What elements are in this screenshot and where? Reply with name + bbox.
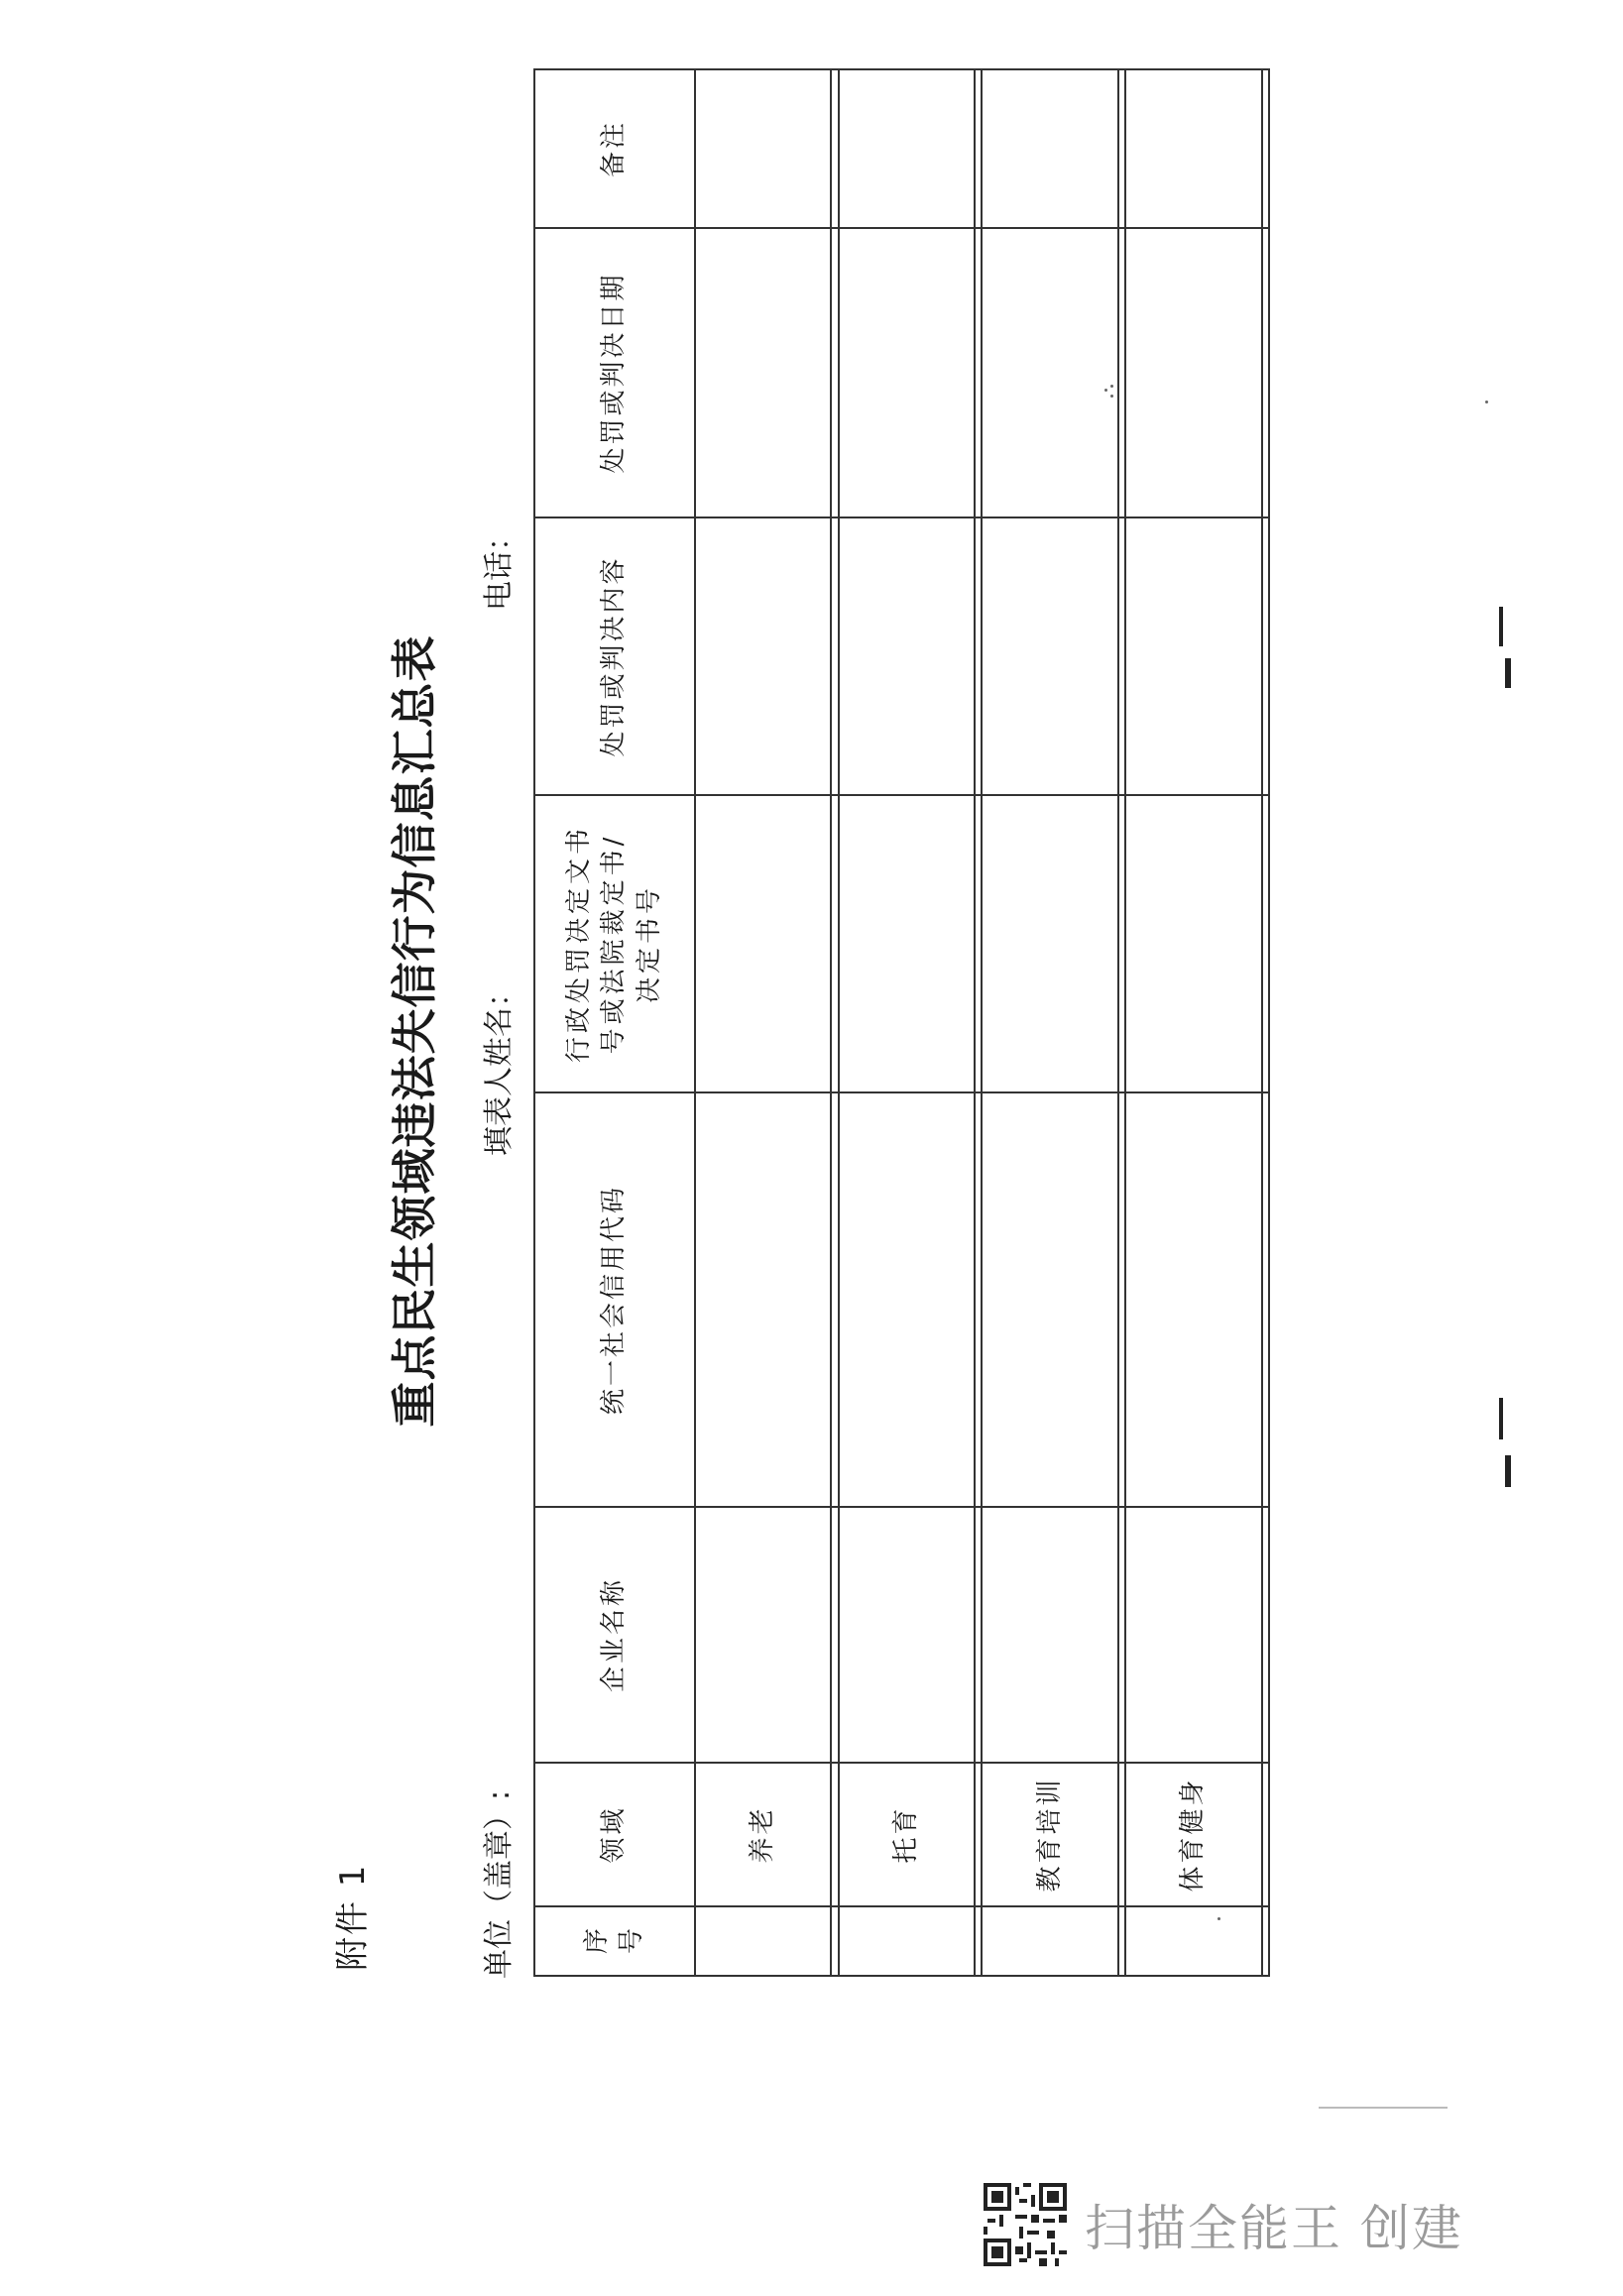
cell-penalty-date[interactable] [982,228,1117,517]
table-row [695,69,831,1976]
header-domain: 领域 [534,1763,695,1906]
cell-domain [1118,1763,1125,1906]
cell-document-number[interactable] [1262,795,1269,1092]
cell-credit-code[interactable] [1125,1092,1261,1507]
qr-code-icon [984,2183,1067,2266]
scanner-watermark [984,2183,1463,2266]
scan-mark [1505,658,1511,688]
cell-document-number[interactable] [1125,795,1261,1092]
scan-dot [1485,401,1488,403]
scan-dot [1110,385,1113,388]
cell-domain [975,1763,982,1906]
table-row [975,69,982,1976]
filler-name-field-label: 填表人姓名： [482,977,517,1156]
cell-penalty-content[interactable] [1125,517,1261,795]
cell-seq[interactable] [839,1906,975,1976]
scan-mark [1505,1455,1511,1487]
cell-document-number[interactable] [982,795,1117,1092]
cell-credit-code[interactable] [695,1092,831,1507]
scan-dot [1217,1917,1220,1920]
unit-field-label: 单位（盖章）: [482,1789,517,1979]
table-row [1125,69,1261,1976]
cell-penalty-content[interactable] [831,517,838,795]
cell-penalty-content[interactable] [1118,517,1125,795]
cell-domain: 养老 [695,1763,831,1906]
cell-remarks[interactable] [695,69,831,228]
scan-mark [1499,1398,1503,1439]
cell-document-number[interactable] [975,795,982,1092]
cell-domain: 托育 [839,1763,975,1906]
cell-credit-code[interactable] [975,1092,982,1507]
cell-credit-code[interactable] [982,1092,1117,1507]
cell-seq[interactable] [1118,1906,1125,1976]
scan-dot [1110,395,1113,398]
header-document-number: 行政处罚决定文书号或法院裁定书/决定书号 [534,795,695,1092]
cell-penalty-date[interactable] [839,228,975,517]
watermark-text: 扫描全能王 创建 [1085,2200,1463,2257]
cell-penalty-date[interactable] [1118,228,1125,517]
cell-penalty-content[interactable] [1262,517,1269,795]
header-penalty-date: 处罚或判决日期 [534,228,695,517]
cell-penalty-content[interactable] [975,517,982,795]
annex-label: 附件 1 [333,1863,373,1971]
cell-remarks[interactable] [839,69,975,228]
cell-remarks[interactable] [1262,69,1269,228]
cell-document-number[interactable] [695,795,831,1092]
table-row [1262,69,1269,1976]
table-header-row [534,69,695,1976]
cell-penalty-date[interactable] [695,228,831,517]
cell-penalty-date[interactable] [975,228,982,517]
cell-remarks[interactable] [1125,69,1261,228]
cell-seq[interactable] [1125,1906,1261,1976]
cell-credit-code[interactable] [831,1092,838,1507]
cell-company[interactable] [1125,1507,1261,1763]
cell-domain: 教育培训 [982,1763,1117,1906]
cell-document-number[interactable] [839,795,975,1092]
cell-seq[interactable] [695,1906,831,1976]
cell-company[interactable] [1118,1507,1125,1763]
scan-dot [1104,389,1107,392]
cell-credit-code[interactable] [839,1092,975,1507]
table-row [982,69,1117,1976]
cell-remarks[interactable] [1118,69,1125,228]
cell-seq[interactable] [975,1906,982,1976]
cell-seq[interactable] [1262,1906,1269,1976]
cell-domain [831,1763,838,1906]
cell-domain [1262,1763,1269,1906]
scan-mark [1499,607,1503,646]
phone-field-label: 电话： [482,521,517,611]
cell-seq[interactable] [831,1906,838,1976]
table-row [831,69,838,1976]
cell-remarks[interactable] [982,69,1117,228]
cell-domain: 体育健身 [1125,1763,1261,1906]
cell-penalty-content[interactable] [982,517,1117,795]
cell-penalty-date[interactable] [1125,228,1261,517]
table-row [839,69,975,1976]
cell-document-number[interactable] [831,795,838,1092]
cell-penalty-content[interactable] [695,517,831,795]
cell-remarks[interactable] [831,69,838,228]
scan-line [1319,2107,1448,2109]
cell-seq[interactable] [982,1906,1117,1976]
cell-company[interactable] [1262,1507,1269,1763]
cell-company[interactable] [695,1507,831,1763]
cell-penalty-date[interactable] [831,228,838,517]
cell-document-number[interactable] [1118,795,1125,1092]
header-remarks: 备注 [534,69,695,228]
cell-credit-code[interactable] [1118,1092,1125,1507]
cell-credit-code[interactable] [1262,1092,1269,1507]
header-credit-code: 统一社会信用代码 [534,1092,695,1507]
header-penalty-content: 处罚或判决内容 [534,517,695,795]
summary-table [533,68,1270,1977]
page-title: 重点民生领域违法失信行为信息汇总表 [388,634,441,1428]
cell-remarks[interactable] [975,69,982,228]
header-company-name: 企业名称 [534,1507,695,1763]
cell-company[interactable] [839,1507,975,1763]
cell-company[interactable] [982,1507,1117,1763]
cell-penalty-date[interactable] [1262,228,1269,517]
cell-company[interactable] [975,1507,982,1763]
cell-penalty-content[interactable] [839,517,975,795]
table-row [1118,69,1125,1976]
header-seq: 序号 [534,1906,695,1976]
cell-company[interactable] [831,1507,838,1763]
